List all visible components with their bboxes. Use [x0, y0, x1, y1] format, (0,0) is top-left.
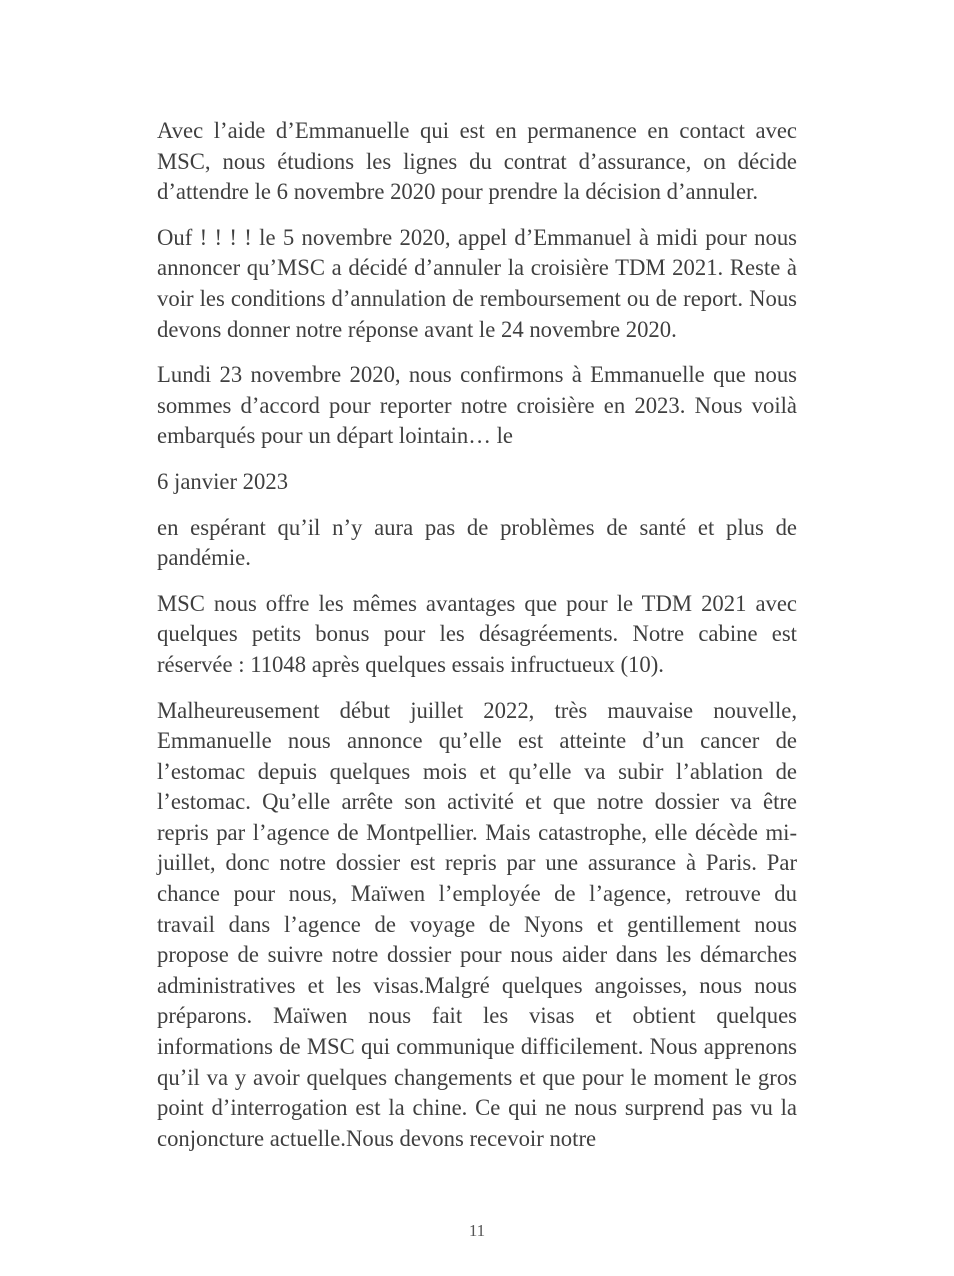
paragraph: Lundi 23 novembre 2020, nous confirmons à Emmanuelle que nous sommes d’accord pour reporter notre croisière en 2023. Nous voilà embarqués pour un départ lointain… le: [157, 362, 797, 449]
paragraph: MSC nous offre les mêmes avantages que pour le TDM 2021 avec quelques petits bonus pour les désagréements. Notre cabine est réservée : 11048 après quelques essais infructueux (10).: [157, 590, 797, 677]
paragraph: Ouf ! ! ! ! le 5 novembre 2020, appel d’Emmanuel à midi pour nous annoncer qu’MSC a décidé d’annuler la croisière TDM 2021. Reste à voir les conditions d’annulation de remboursement ou de report. Nous devons donner notre réponse avant le 24 novembre 2020.: [157, 224, 797, 342]
page-text: [157, 116, 797, 1169]
page-number: 11: [468, 1221, 486, 1240]
paragraph: Malheureusement début juillet 2022, très mauvaise nouvelle, Emmanuelle nous annonce qu’elle est atteinte d’un cancer de l’estomac depuis quelques mois et qu’elle va subir l’ablation de l’estomac. Qu’elle arrête son activité et que notre dossier va être repris par l’agence de Montpellier. Mais catastrophe, elle décède mi-juillet, donc notre dossier est repris par une assurance à Paris. Par chance pour nous, Maïwen l’employée de l’agence, retrouve du travail dans l’agence de voyage de Nyons et gentillement nous propose de suivre notre dossier pour nous aider dans les démarches administratives et les visas.Malgré quelques angoisses, nous nous préparons. Maïwen nous fait les visas et obtient quelques informations de MSC qui communique difficilement. Nous apprenons qu’il va y avoir quelques changements et que pour le moment le gros point d’interrogation est la chine. Ce qui ne nous surprend pas vu la conjoncture actuelle.Nous devons recevoir notre: [157, 697, 797, 1151]
paragraph: Avec l’aide d’Emmanuelle qui est en permanence en contact avec MSC, nous étudions les lignes du contrat d’assurance, on décide d’attendre le 6 novembre 2020 pour prendre la décision d’annuler.: [157, 118, 797, 205]
paragraph: 6 janvier 2023: [157, 468, 289, 494]
paragraph: en espérant qu’il n’y aura pas de problèmes de santé et plus de pandémie.: [157, 514, 797, 571]
